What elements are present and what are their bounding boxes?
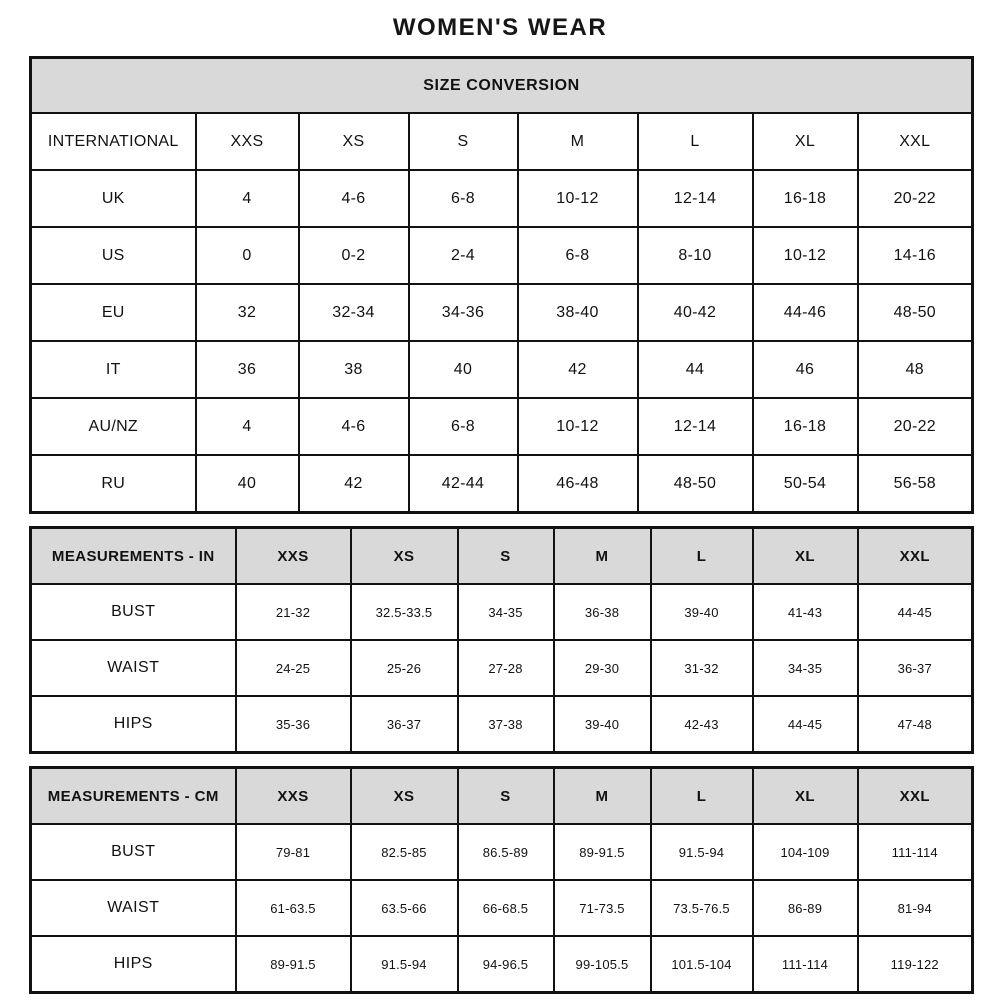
column-header: XS (351, 768, 458, 825)
cell: 34-36 (409, 284, 518, 341)
cell: 47-48 (858, 696, 973, 753)
cell: 91.5-94 (651, 824, 753, 880)
column-header: XS (351, 528, 458, 585)
cell: 56-58 (858, 455, 973, 513)
cell: 31-32 (651, 640, 753, 696)
column-header: S (409, 113, 518, 170)
table-row (31, 398, 973, 455)
cell: 48-50 (638, 455, 753, 513)
column-header: L (638, 113, 753, 170)
cell: 44-45 (858, 584, 973, 640)
cell: 32.5-33.5 (351, 584, 458, 640)
column-header: XXL (858, 768, 973, 825)
table-row (31, 455, 973, 513)
row-label: HIPS (31, 696, 236, 753)
cell: 12-14 (638, 398, 753, 455)
cell: 0-2 (299, 227, 409, 284)
cell: 101.5-104 (651, 936, 753, 993)
cell: 119-122 (858, 936, 973, 993)
column-header: XXS (196, 113, 299, 170)
table-caption-row (31, 58, 973, 114)
measurements-in-table (29, 526, 974, 754)
cell: 24-25 (236, 640, 351, 696)
column-header-row (31, 528, 973, 585)
row-label: US (31, 227, 196, 284)
cell: 32 (196, 284, 299, 341)
column-header: XL (753, 113, 858, 170)
column-header: M (518, 113, 638, 170)
cell: 10-12 (518, 398, 638, 455)
size-conversion-table (29, 56, 974, 514)
column-header: M (554, 528, 651, 585)
cell: 20-22 (858, 170, 973, 227)
page-title: WOMEN'S WEAR (392, 14, 608, 41)
cell: 42-44 (409, 455, 518, 513)
cell: 91.5-94 (351, 936, 458, 993)
cell: 6-8 (518, 227, 638, 284)
table-row (31, 824, 973, 880)
cell: 48-50 (858, 284, 973, 341)
cell: 111-114 (753, 936, 858, 993)
cell: 44 (638, 341, 753, 398)
column-header: XS (299, 113, 409, 170)
cell: 71-73.5 (554, 880, 651, 936)
cell: 10-12 (518, 170, 638, 227)
cell: 48 (858, 341, 973, 398)
cell: 99-105.5 (554, 936, 651, 993)
cell: 79-81 (236, 824, 351, 880)
cell: 46 (753, 341, 858, 398)
cell: 36-37 (351, 696, 458, 753)
cell: 44-45 (753, 696, 858, 753)
column-header: XXL (858, 528, 973, 585)
cell: 39-40 (651, 584, 753, 640)
cell: 34-35 (458, 584, 554, 640)
cell: 4-6 (299, 398, 409, 455)
cell: 73.5-76.5 (651, 880, 753, 936)
row-label: UK (31, 170, 196, 227)
column-header: XXS (236, 768, 351, 825)
cell: 40 (409, 341, 518, 398)
cell: 86-89 (753, 880, 858, 936)
cell: 4-6 (299, 170, 409, 227)
column-header-row (31, 113, 973, 170)
column-header: S (458, 528, 554, 585)
row-label: RU (31, 455, 196, 513)
cell: 4 (196, 398, 299, 455)
cell: 104-109 (753, 824, 858, 880)
cell: 16-18 (753, 170, 858, 227)
cell: 27-28 (458, 640, 554, 696)
row-label: BUST (31, 824, 236, 880)
cell: 6-8 (409, 398, 518, 455)
cell: 35-36 (236, 696, 351, 753)
measurements-cm-table (29, 766, 974, 994)
cell: 81-94 (858, 880, 973, 936)
cell: 61-63.5 (236, 880, 351, 936)
column-header: XXS (236, 528, 351, 585)
table-row (31, 341, 973, 398)
cell: 6-8 (409, 170, 518, 227)
column-header: M (554, 768, 651, 825)
cell: 40-42 (638, 284, 753, 341)
cell: 50-54 (753, 455, 858, 513)
cell: 32-34 (299, 284, 409, 341)
cell: 44-46 (753, 284, 858, 341)
cell: 38-40 (518, 284, 638, 341)
cell: 42 (299, 455, 409, 513)
table-row (31, 936, 973, 993)
cell: 89-91.5 (236, 936, 351, 993)
table-row (31, 696, 973, 753)
row-label: AU/NZ (31, 398, 196, 455)
cell: 12-14 (638, 170, 753, 227)
cell: 46-48 (518, 455, 638, 513)
cell: 0 (196, 227, 299, 284)
table-title: MEASUREMENTS - CM (31, 768, 236, 825)
cell: 39-40 (554, 696, 651, 753)
cell: 21-32 (236, 584, 351, 640)
row-label: WAIST (31, 880, 236, 936)
cell: 66-68.5 (458, 880, 554, 936)
row-label: IT (31, 341, 196, 398)
cell: 86.5-89 (458, 824, 554, 880)
cell: 16-18 (753, 398, 858, 455)
row-label: HIPS (31, 936, 236, 993)
cell: 111-114 (858, 824, 973, 880)
table-title: MEASUREMENTS - IN (31, 528, 236, 585)
table-row (31, 880, 973, 936)
cell: 10-12 (753, 227, 858, 284)
column-header: L (651, 768, 753, 825)
table-row (31, 584, 973, 640)
size-conversion-title: SIZE CONVERSION (31, 58, 973, 114)
cell: 8-10 (638, 227, 753, 284)
column-header: XL (753, 528, 858, 585)
cell: 34-35 (753, 640, 858, 696)
cell: 42 (518, 341, 638, 398)
cell: 94-96.5 (458, 936, 554, 993)
table-row (31, 640, 973, 696)
row-label: WAIST (31, 640, 236, 696)
cell: 37-38 (458, 696, 554, 753)
cell: 2-4 (409, 227, 518, 284)
cell: 63.5-66 (351, 880, 458, 936)
column-header: INTERNATIONAL (31, 113, 196, 170)
cell: 36-38 (554, 584, 651, 640)
column-header: L (651, 528, 753, 585)
cell: 41-43 (753, 584, 858, 640)
row-label: BUST (31, 584, 236, 640)
cell: 29-30 (554, 640, 651, 696)
cell: 36 (196, 341, 299, 398)
cell: 89-91.5 (554, 824, 651, 880)
table-row (31, 284, 973, 341)
cell: 82.5-85 (351, 824, 458, 880)
cell: 25-26 (351, 640, 458, 696)
table-row (31, 170, 973, 227)
cell: 20-22 (858, 398, 973, 455)
cell: 14-16 (858, 227, 973, 284)
column-header: XXL (858, 113, 973, 170)
cell: 40 (196, 455, 299, 513)
column-header: XL (753, 768, 858, 825)
cell: 4 (196, 170, 299, 227)
page (29, 0, 971, 994)
column-header-row (31, 768, 973, 825)
row-label: EU (31, 284, 196, 341)
cell: 36-37 (858, 640, 973, 696)
table-row (31, 227, 973, 284)
cell: 38 (299, 341, 409, 398)
column-header: S (458, 768, 554, 825)
cell: 42-43 (651, 696, 753, 753)
